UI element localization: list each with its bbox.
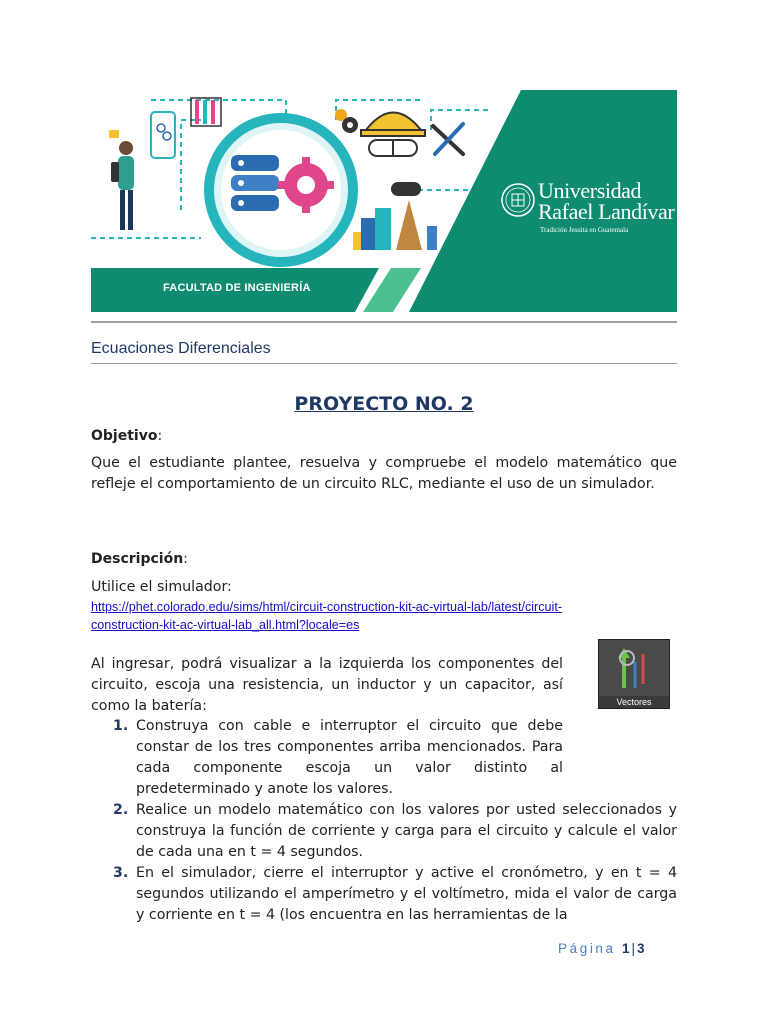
simulator-link[interactable]: https://phet.colorado.edu/sims/html/circuit-construction-kit-ac-virtual-lab/latest/circuit- construction-kit-ac-virtual-lab_all.html?locale=es [91,600,563,632]
total-pages: 3 [637,941,645,956]
university-tagline: Tradición Jesuita en Guatemala [540,226,629,234]
objective-heading: Objetivo: [91,428,163,444]
header-banner [91,90,677,312]
page-footer [558,941,645,956]
university-name: Universidad [538,178,642,203]
university-seal-icon [501,178,535,222]
header-divider [91,321,677,323]
steps-list [91,716,677,926]
vectors-icon [599,640,669,696]
course-name: Ecuaciones Diferenciales [91,340,271,357]
page-number: 1 [622,941,630,956]
components-intro: Al ingresar, podrá visualizar a la izquierda los componentes del circuito, escoja una resistencia, un inductor y un capacitor, así como la batería: [91,656,563,714]
vectores-thumbnail [598,639,670,709]
course-divider [91,363,677,364]
step-number: 1. [113,718,129,734]
list-item [91,716,563,800]
list-item [91,800,677,863]
step-text: Construya con cable e interruptor el circuito que debe constar de los tres componentes arriba mencionados. Para cada componente escoja un valor distinto al predeterminado y anote los valores. [136,718,563,797]
objective-text: Que el estudiante plantee, resuelva y compruebe el modelo matemático que refleje el comportamiento de un circuito RLC, mediante el uso de un simulador. [91,455,677,492]
step-text: Realice un modelo matemático con los valores por usted seleccionados y construya la función de corriente y carga para el circuito y calcule el valor de cada una en t = 4 segundos. [136,802,677,860]
thumbnail-label: Vectores [616,697,652,707]
page-word: Página [558,941,616,956]
step-text: En el simulador, cierre el interruptor y active el cronómetro, y en t = 4 segundos utilizando el amperímetro y el voltímetro, mida el valor de carga y corriente en t = 4 (los encuentra en las herramientas de la [136,865,677,923]
faculty-label: FACULTAD DE INGENIERÍA [163,282,311,294]
simulator-intro: Utilice el simulador: [91,579,232,595]
list-item [91,863,677,926]
step-number: 3. [113,865,129,881]
description-heading: Descripción: [91,551,188,567]
page-separator: | [631,941,636,956]
document-title: PROYECTO NO. 2 [294,393,474,415]
step-number: 2. [113,802,129,818]
university-name-line2: Rafael Landívar [538,199,675,224]
